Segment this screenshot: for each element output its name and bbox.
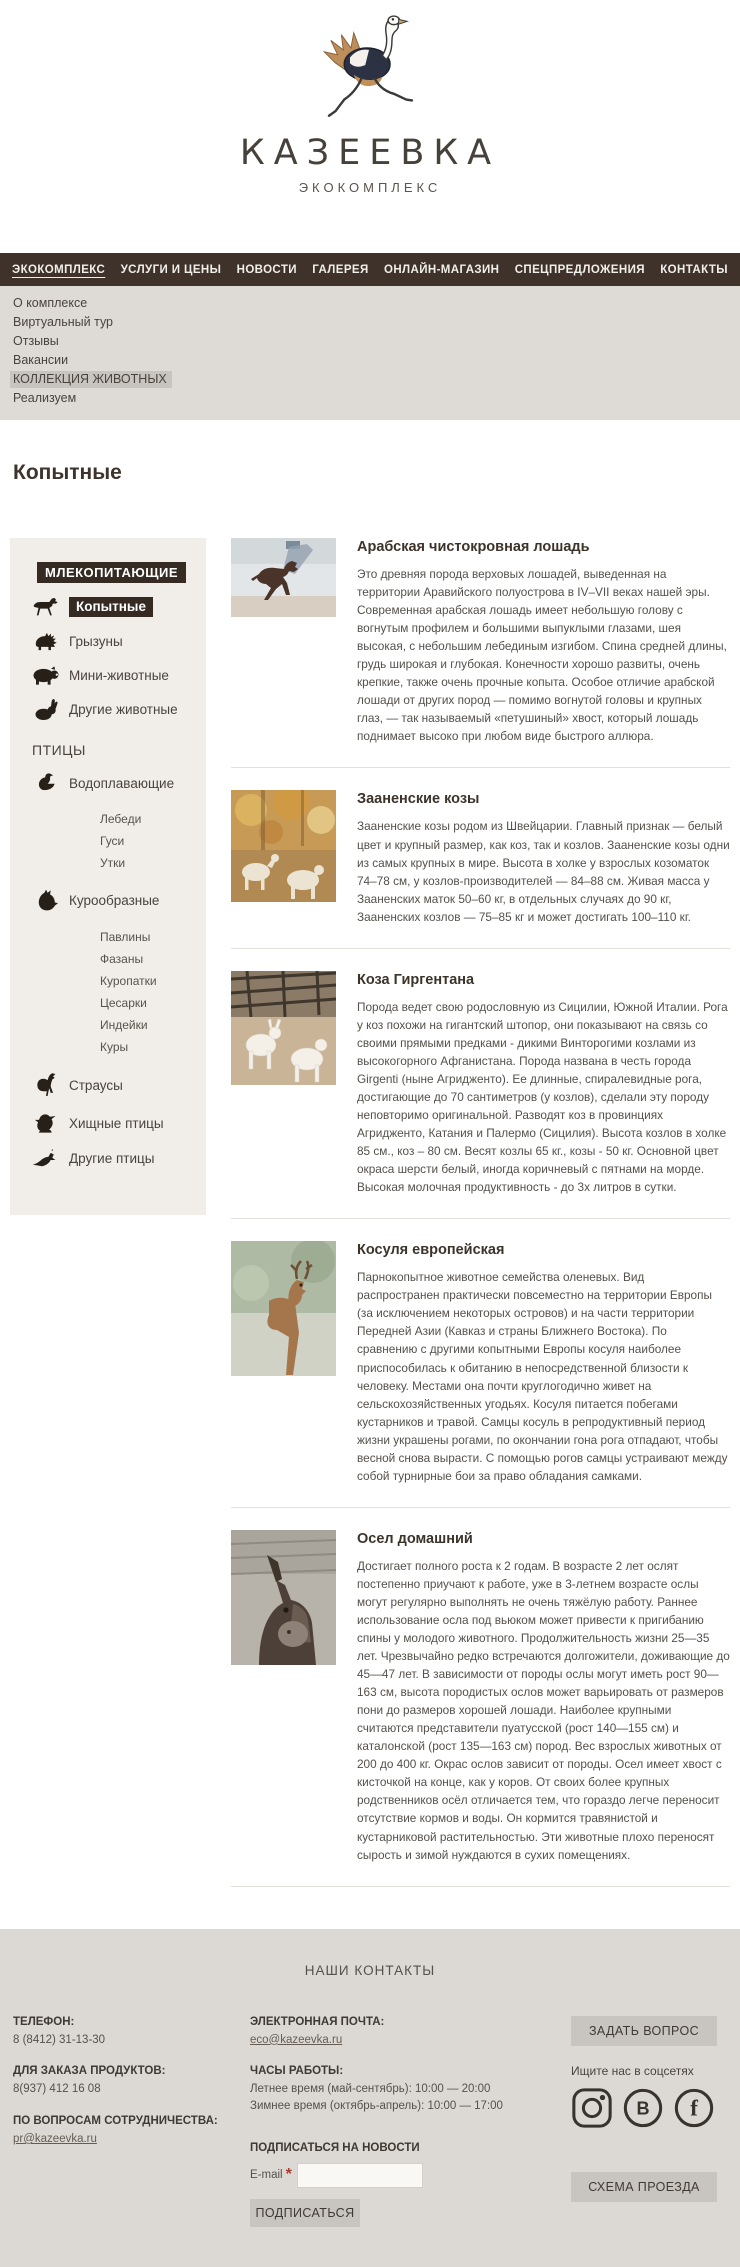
ostrich-logo[interactable]	[308, 10, 432, 133]
submenu-animal-collection-label: КОЛЛЕКЦИЯ ЖИВОТНЫХ	[10, 371, 172, 388]
eagle-icon	[28, 1112, 64, 1135]
sidebar-item-other-birds[interactable]	[28, 1149, 206, 1167]
sidebar-header-mammals: МЛЕКОПИТАЮЩИЕ	[37, 562, 186, 583]
sidebar-item-label: Другие животные	[69, 702, 178, 717]
sidebar-item-mini-animals[interactable]	[28, 666, 206, 685]
roe-deer-photo[interactable]	[231, 1241, 336, 1485]
animal-description: Зааненские козы родом из Швейцарии. Главный признак — белый цвет и крупный размер, как коз, так и козлов. Зааненские козы одни из самых крупных в мире. Высота в холке у взрослых козоматок 74–78 см, у козлов-производителей — 84–88 см. Живая масса у Зааненских маток 50–60 кг, в отдельных случаях до 90 кг, Зааненских козлов — 75–85 кг и может достигать 100–110 кг.	[357, 819, 730, 924]
sidebar-subitem-guinea-fowl[interactable]: Цесарки	[100, 996, 147, 1010]
submenu-about[interactable]: О комплексе	[13, 296, 88, 310]
animal-description: Это древняя порода верховых лошадей, выведенная на территории Аравийского полуострова в IV–VII веках нашей эры. Современная арабская лошадь имеет небольшую голову с вогнутым профилем и большими выпуклыми глазами, шея высокая, с небольшим лебединым изгибом. Спина средней длины, грудь широкая и глубокая. Конечности хорошо развиты, очень крепкие, также очень прочные копыта. Особое отличие арабской лошади от других пород — помимо вогнутой головы и крупных глаз, — так называемый «петушиный» хвост, который лошадь поднимает высоко при любом виде быстрого аллюра.	[357, 567, 727, 744]
email-field-label: E-mail	[250, 2169, 283, 2182]
arabian-horse-photo[interactable]	[231, 538, 336, 745]
email-label: ЭЛЕКТРОННАЯ ПОЧТА:	[250, 2015, 385, 2028]
animal-category-sidebar	[10, 538, 206, 1215]
svg-text:В: В	[636, 2098, 650, 2119]
nav-online-shop[interactable]: ОНЛАЙН-МАГАЗИН	[383, 263, 500, 276]
directions-button[interactable]: СХЕМА ПРОЕЗДА	[571, 2172, 717, 2202]
nav-ecocomplex[interactable]: ЭКОКОМПЛЕКС	[12, 263, 106, 276]
animal-title[interactable]: Осел домашний	[357, 1530, 473, 1547]
subscribe-button[interactable]: ПОДПИСАТЬСЯ	[250, 2199, 360, 2227]
sidebar-item-galliformes[interactable]	[28, 888, 206, 912]
animal-entry-body	[357, 971, 730, 1197]
girgentana-goat-photo[interactable]	[231, 971, 336, 1197]
rabbit-icon	[28, 699, 64, 720]
animal-entry-saanen-goats	[231, 790, 730, 948]
facebook-icon[interactable]	[673, 2087, 715, 2134]
brand-tagline: ЭКОКОМПЛЕКС	[298, 180, 442, 195]
hours-summer: Летнее время (май-сентябрь): 10:00 — 20:00	[250, 2083, 491, 2096]
nav-news[interactable]: НОВОСТИ	[236, 263, 297, 276]
animal-entry-body	[357, 1241, 730, 1485]
submenu-vacancies[interactable]: Вакансии	[13, 353, 69, 367]
phone-label: ТЕЛЕФОН:	[13, 2015, 75, 2028]
sidebar-item-label: Грызуны	[69, 634, 123, 649]
nav-contacts[interactable]: КОНТАКТЫ	[660, 263, 728, 276]
animal-entry-donkey	[231, 1530, 730, 1887]
animal-entry-body	[357, 1530, 730, 1864]
submenu-realizuem[interactable]: Реализуем	[13, 391, 77, 405]
animal-description: Достигает полного роста к 2 годам. В возрасте 2 лет ослят постепенно приучают к работе, уже в 3-летнем возрасте ослы могут регулярно выполнять не очень тяжёлую работу. Раннее использование осла под вьюком может привести к пригибанию спины у молодого животного. Продолжительность жизни 25—35 лет. Чрезвычайно редко встречаются долгожители, доживающие до 45—47 лет. В зависимости от породы ослы могут иметь рост 90—163 см, высота породистых ослов может варьировать от размеров пони до размеров хорошей лошади. Наиболее крупными считаются представители пуатусской (рост 140—155 см) и каталонской (рост 135—163 см) пород. Вес взрослых животных от 200 до 400 кг. Окрас ослов зависит от породы. Осел имеет хвост с кисточкой на конце, как у коров. От своих более крупных родственников осёл отличается тем, что гораздо легче переносит отсутствие кормов и воды. Он кормится травянистой и кустарниковой растительностью. Эти животные плохо переносят сырость и зимой нуждаются в сухих помещениях.	[357, 1558, 730, 1862]
nav-gallery[interactable]: ГАЛЕРЕЯ	[312, 263, 369, 276]
subscribe-title: ПОДПИСАТЬСЯ НА НОВОСТИ	[250, 2141, 420, 2154]
submenu-animal-collection[interactable]	[0, 370, 740, 389]
sidebar-item-label: Курообразные	[69, 892, 160, 908]
required-asterisk: *	[285, 2166, 292, 2184]
sidebar-item-label: Страусы	[69, 1077, 123, 1093]
porcupine-icon	[28, 631, 64, 652]
site-footer	[0, 1929, 740, 2267]
animal-title[interactable]: Коза Гиргентана	[357, 971, 475, 988]
animal-title[interactable]: Арабская чистокровная лошадь	[357, 539, 590, 555]
sidebar-subitem-swans[interactable]: Лебеди	[100, 812, 142, 826]
nav-services[interactable]: УСЛУГИ И ЦЕНЫ	[120, 263, 222, 276]
donkey-photo[interactable]	[231, 1530, 336, 1864]
cooperation-label: ПО ВОПРОСАМ СОТРУДНИЧЕСТВА:	[13, 2114, 218, 2127]
sidebar-item-ostriches[interactable]	[28, 1072, 206, 1098]
animal-description: Порода ведет свою родословную из Сицилии, Южной Италии. Рога у коз похожи на гигантский штопор, они показывают на связь со своими прямыми предками - дикими Винторогими козлами из высокогорного Афганистана. Порода названа в честь города Girgenti (ныне Агридженто). Ее длинные, спиралевидные рога, достигающие до 70 сантиметров (у козлов), сделали эту породу неповторимо оригинальной. Разводят коз в провинциях Агридженто, Катания и Палермо (Сицилия). Высота козлов в холке 85 см., коз – 80 см. Весят козлы 65 кг., козы - 50 кг. Основной цвет окраса шерсти белый, иногда коричневый с пятнами на морде. Высокая молочная продуктивность - до 3х литров в сутки.	[357, 999, 728, 1195]
sidebar-item-label: Мини-животные	[69, 668, 169, 683]
animal-list	[231, 538, 730, 1909]
hen-icon	[28, 888, 64, 912]
sidebar-subitem-pheasants[interactable]: Фазаны	[100, 952, 144, 966]
sidebar-subitem-turkeys[interactable]: Индейки	[100, 1018, 148, 1032]
sidebar-item-waterfowl[interactable]	[28, 772, 206, 794]
animal-entry-arabian-horse	[231, 538, 730, 768]
sidebar-header-birds: ПТИЦЫ	[32, 742, 86, 758]
orders-label: ДЛЯ ЗАКАЗА ПРОДУКТОВ:	[13, 2065, 166, 2078]
peacock-icon	[28, 1149, 64, 1167]
footer-contacts-column	[13, 2016, 250, 2227]
orders-phone-number: 8(937) 412 16 08	[13, 2083, 101, 2096]
submenu-virtual-tour[interactable]: Виртуальный тур	[13, 315, 113, 329]
sidebar-item-label: Водоплавающие	[69, 775, 175, 791]
svg-text:f: f	[690, 2095, 698, 2121]
subscribe-email-input[interactable]	[297, 2163, 423, 2188]
sidebar-item-rodents[interactable]	[28, 631, 206, 652]
cooperation-email-link[interactable]: pr@kazeevka.ru	[13, 2132, 97, 2145]
sidebar-item-label: Хищные птицы	[69, 1116, 164, 1131]
phone-number: 8 (8412) 31-13-30	[13, 2033, 106, 2046]
animal-title[interactable]: Косуля европейская	[357, 1242, 505, 1259]
sidebar-item-other-animals[interactable]	[28, 699, 206, 720]
animal-entry-body	[357, 790, 730, 925]
brand-name: КАЗЕЕВКА	[239, 133, 501, 173]
animal-entry-roe-deer	[231, 1241, 730, 1508]
animal-entry-girgentana-goat	[231, 971, 730, 1220]
animal-title[interactable]: Зааненские козы	[357, 791, 480, 808]
main-nav	[0, 253, 740, 286]
sidebar-item-label: Другие птицы	[69, 1150, 155, 1166]
duck-icon	[28, 772, 64, 794]
footer-heading: НАШИ КОНТАКТЫ	[304, 1962, 436, 1978]
content-area	[0, 538, 740, 1909]
sidebar-subitem-geese[interactable]: Гуси	[100, 834, 125, 848]
submenu-reviews[interactable]: Отзывы	[13, 334, 59, 348]
animal-entry-body	[357, 538, 730, 745]
ostrich-icon	[28, 1072, 64, 1098]
footer-info-column	[250, 2016, 571, 2227]
ecocomplex-submenu	[0, 286, 740, 420]
instagram-icon[interactable]	[571, 2087, 613, 2134]
animal-description: Парнокопытное животное семейства оленевых. Вид распространен практически повсеместно на территории Европы (за исключением некоторых островов) и на части территории Передней Азии (Кавказ и страны Ближнего Востока). По сравнению с другими копытными Европы косуля наиболее приспособилась к обитанию в непосредственной близости к человеку. Местами она почти круглогодично живет на сельскохозяйственных угодьях. Косуля питается побегами кустарников и травой. Самцы косуль в репродуктивный период жизни украшены рогами, по окончании гона рога отпадают, чтобы весной снова вырасти. С помощью рогов самцы устраивают между собой турнирные бои за право обладания самками.	[357, 1270, 728, 1483]
pig-icon	[28, 666, 64, 685]
sidebar-subitem-ducks[interactable]: Утки	[100, 856, 126, 870]
vk-icon[interactable]	[622, 2087, 664, 2134]
site-header	[0, 0, 740, 253]
saanen-goats-photo[interactable]	[231, 790, 336, 925]
page-title: Копытные	[13, 461, 122, 484]
sidebar-item-label: Копытные	[69, 597, 153, 617]
horse-icon	[28, 597, 64, 617]
email-link[interactable]: eco@kazeevka.ru	[250, 2033, 343, 2046]
hours-winter: Зимнее время (октябрь-апрель): 10:00 — 17:00	[250, 2099, 503, 2112]
social-label: Ищите нас в соцсетях	[571, 2063, 694, 2078]
sidebar-subitem-partridges[interactable]: Куропатки	[100, 974, 157, 988]
hours-label: ЧАСЫ РАБОТЫ:	[250, 2065, 344, 2078]
footer-actions-column	[571, 2016, 717, 2227]
ask-question-button[interactable]: ЗАДАТЬ ВОПРОС	[571, 2016, 717, 2046]
nav-special-offers[interactable]: СПЕЦПРЕДЛОЖЕНИЯ	[514, 263, 645, 276]
sidebar-item-raptors[interactable]	[28, 1112, 206, 1135]
sidebar-item-hoofed[interactable]	[28, 597, 206, 617]
subscribe-block	[250, 2142, 571, 2227]
sidebar-subitem-chickens[interactable]: Куры	[100, 1040, 129, 1054]
sidebar-subitem-peacocks[interactable]: Павлины	[100, 930, 151, 944]
